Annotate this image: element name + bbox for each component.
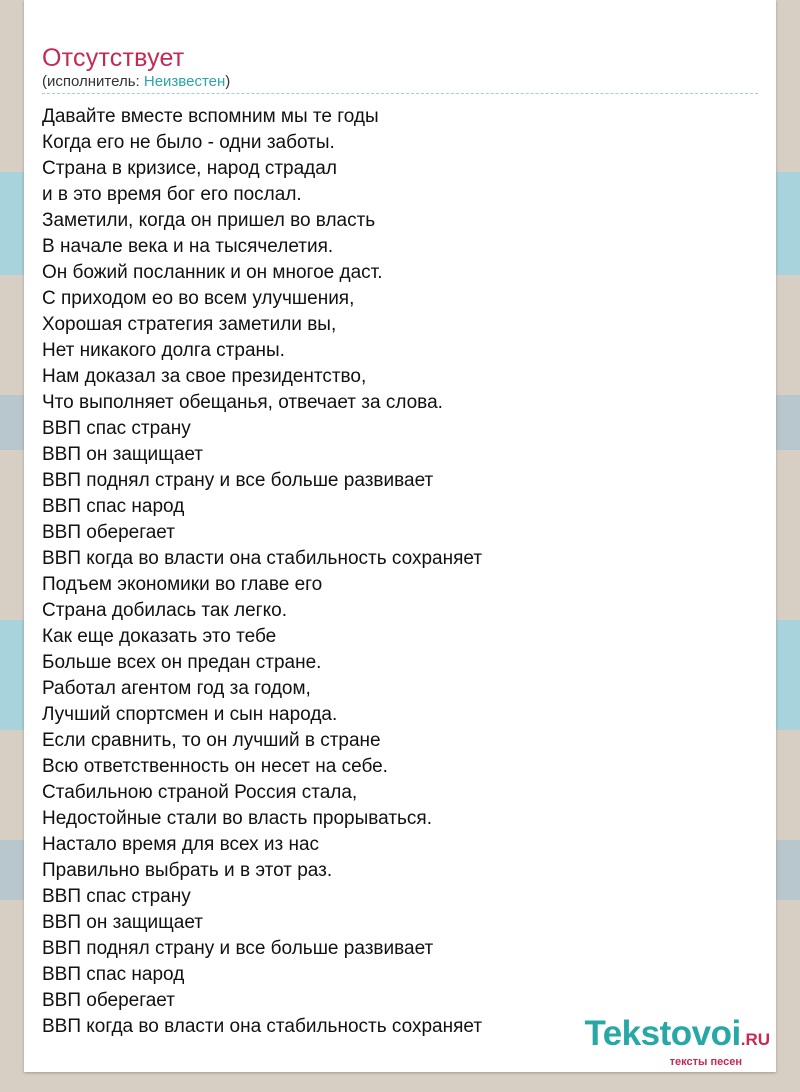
lyric-line: ВВП он защищает bbox=[42, 444, 203, 465]
lyric-line: Подъем экономики во главе его bbox=[42, 574, 323, 595]
lyric-line: ВВП поднял страну и все больше развивает bbox=[42, 938, 434, 959]
lyric-line: Всю ответственность он несет на себе. bbox=[42, 756, 388, 777]
lyric-line: ВВП оберегает bbox=[42, 990, 175, 1011]
lyric-line: Настало время для всех из нас bbox=[42, 834, 320, 855]
artist-suffix: ) bbox=[225, 73, 231, 90]
lyric-line: ВВП спас народ bbox=[42, 496, 185, 517]
lyric-line: Больше всех он предан стране. bbox=[42, 652, 322, 673]
lyric-line: Лучший спортсмен и сын народа. bbox=[42, 704, 338, 725]
lyric-line: Он божий посланник и он многое даст. bbox=[42, 262, 383, 283]
lyric-line: В начале века и на тысячелетия. bbox=[42, 236, 334, 257]
lyric-line: Страна в кризисе, народ страдал bbox=[42, 158, 337, 179]
lyric-line: Правильно выбрать и в этот раз. bbox=[42, 860, 333, 881]
title-divider bbox=[42, 93, 758, 94]
logo-name: Tekstovoi bbox=[584, 1014, 741, 1053]
lyric-line: Нам доказал за свое президентство, bbox=[42, 366, 367, 387]
lyric-line: С приходом ео во всем улучшения, bbox=[42, 288, 355, 309]
lyric-line: Нет никакого долга страны. bbox=[42, 340, 285, 361]
lyric-line: Давайте вместе вспомним мы те годы bbox=[42, 106, 379, 127]
logo-wordmark bbox=[584, 1016, 770, 1058]
lyric-line: ВВП поднял страну и все больше развивает bbox=[42, 470, 434, 491]
lyric-line: Страна добилась так легко. bbox=[42, 600, 287, 621]
logo-tld: .RU bbox=[740, 1030, 770, 1049]
artist-link[interactable]: Неизвестен bbox=[143, 73, 226, 90]
artist-prefix: (исполнитель: bbox=[42, 73, 144, 90]
lyric-line: ВВП когда во власти она стабильность сохраняет bbox=[42, 1016, 483, 1037]
lyric-line: Если сравнить, то он лучший в стране bbox=[42, 730, 381, 751]
lyric-line: Стабильною страной Россия стала, bbox=[42, 782, 358, 803]
logo-tagline: тексты песен bbox=[669, 1056, 742, 1068]
lyric-line: Когда его не было - одни заботы. bbox=[42, 132, 335, 153]
lyrics-card bbox=[24, 0, 776, 1072]
song-title: Отсутствует bbox=[42, 44, 185, 72]
lyric-line: Хорошая стратегия заметили вы, bbox=[42, 314, 337, 335]
lyric-line: Недостойные стали во власть прорываться. bbox=[42, 808, 432, 829]
lyric-line: ВВП когда во власти она стабильность сохраняет bbox=[42, 548, 483, 569]
lyric-line: ВВП оберегает bbox=[42, 522, 175, 543]
lyric-line: и в это время бог его послал. bbox=[42, 184, 302, 205]
site-logo[interactable] bbox=[584, 1016, 770, 1068]
lyric-line: Работал агентом год за годом, bbox=[42, 678, 311, 699]
lyric-line: ВВП он защищает bbox=[42, 912, 203, 933]
lyric-line: Заметили, когда он пришел во власть bbox=[42, 210, 376, 231]
lyrics-body bbox=[42, 104, 482, 1040]
lyric-line: Как еще доказать это тебе bbox=[42, 626, 277, 647]
lyric-line: ВВП спас страну bbox=[42, 418, 191, 439]
lyric-line: ВВП спас народ bbox=[42, 964, 185, 985]
lyric-line: Что выполняет обещанья, отвечает за слова. bbox=[42, 392, 443, 413]
lyric-line: ВВП спас страну bbox=[42, 886, 191, 907]
artist-line bbox=[42, 73, 230, 91]
